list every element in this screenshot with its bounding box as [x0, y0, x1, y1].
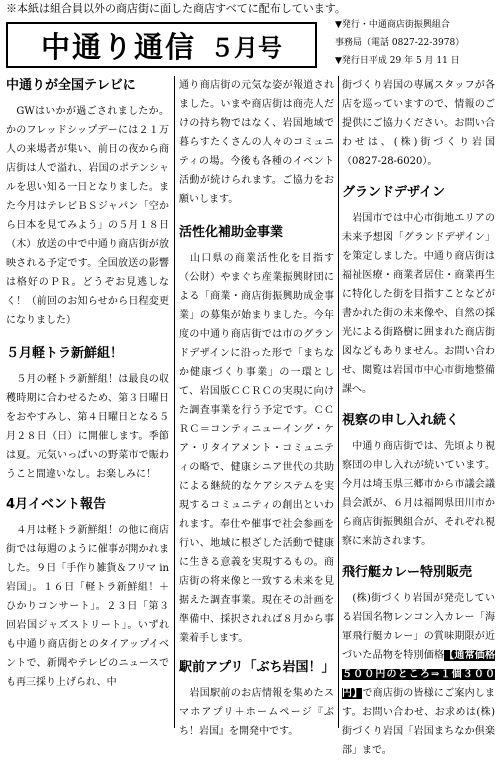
- newsletter-title: 中通り通信: [40, 29, 196, 64]
- issue-label: ５月号: [210, 33, 282, 62]
- article-heading: ５月軽トラ新鮮組！: [6, 346, 124, 361]
- article-heading: グランドデザイン: [342, 185, 446, 200]
- article-body: ５月の軽トラ新鮮組！は最良の収穫時期に合わせるため、第３日曜日をおやすみし、第４日曜日となる５月２８日（日）に開催します。季節は夏。元気いっぱいの野菜市で賑わうこと間違いなし。お楽しみに！: [6, 374, 169, 480]
- publish-date: ▼発行日平成 29 年 5 月 11 日: [335, 56, 460, 66]
- column-divider: [338, 76, 339, 728]
- article-body: ４月は軽トラ新鮮組！の他に商店街では毎週のように催事が開かれました。９日「手作り雑貨＆フリマ in 岩国」。１６日「軽トラ新鮮組！＋ひかりコンサート」。２３日「第３回岩国ジャズストリート」。いずれも中通り商店街とのタイアップイベントで、新聞やテレビのニュースでも再三採り上げられ、中: [6, 525, 169, 688]
- article-heading: 視察の申し入れ続く: [342, 413, 460, 428]
- column-divider: [174, 76, 175, 728]
- article-body: 中通り商店街では、先頃より視察団の申し入れが続いています。今月は埼玉県三郷市から市議会議員会派が、６月は福岡県田川市から商店街振興組合が、それぞれ視察に来訪されます。: [342, 441, 495, 547]
- article-body: 岩国駅前のお店情報を集めたスマホアプリ＋ホームページ『ぶち！岩国』を開発中です。: [179, 688, 334, 737]
- article-heading: 中通りが全国テレビに: [6, 78, 136, 93]
- article-heading: 活性化補助金事業: [179, 225, 284, 240]
- masthead: [6, 22, 317, 68]
- publisher-info: [335, 16, 495, 70]
- article-heading: 駅前アプリ「ぶち岩国！」: [179, 660, 335, 675]
- publisher-contact: 事務局（電話 0827-22-3978）: [335, 38, 465, 48]
- column-1: [6, 78, 169, 692]
- distribution-notice: ※本紙は組合員以外の商店街に面した商店すべてに配布しています。: [6, 2, 346, 15]
- article-text: で商店街の皆様にご案内します。お問い合わせ、お求めは(株)街づくり岩国「岩国まちなか倶楽部」まで。: [342, 688, 496, 756]
- publisher-line: ▼発行・中通商店街振興組合: [335, 20, 450, 30]
- column-3: [342, 76, 495, 760]
- article-body: 山口県の商業活性化を目指す（公財）やまぐち産業振興財団による「商業・商店街振興助成金事業」の募集が始まりました。今年度の中通り商店街では市のグランドデザインに沿った形で「まちなか健康づくり事業」の一環として、岩国版ＣＣＲＣの実現に向けた調査事業を行う予定です。ＣＣＲＣ＝コンティニューイング・ケア・リタイアメント・コミュニティの略で、健康シニア世代の共助による継続的なケアシステムを実現するコミュニティの創出といわれます。奉仕や催事で社会参画を行い、地域に根ざした活動で健康に生きる意義を実現するもの。商店街の将来像と一致する未来を見据えた調査事業。現在その計画を準備中、採択されれば８月から事業着手します。: [179, 253, 334, 644]
- article-text: (株)街づくり岩国が発売している岩国名物レンコン入カレー「海軍飛行艇カレー」の賞味期限が近づいた品物を特別価格: [342, 593, 495, 661]
- article-body: 岩国市では中心市街地エリアの未来予想図「グランドデザイン」を策定しました。中通り商店街は福祉医療・商業者居住・商業再生に特化した街を目指すことなどが書かれた街の未来像や、自然の採光による街路樹に囲まれた商店街図などもありません。お問い合わせ、閲覧は岩国市中心市街地整備課へ。: [342, 213, 495, 395]
- column-2: [179, 76, 334, 741]
- article-heading: 4月イベント報告: [6, 497, 107, 512]
- article-body: [342, 589, 495, 760]
- article-heading: 飛行艇カレー特別販売: [342, 565, 473, 580]
- article-body: GWはいかが過ごされましたか。かのフレッドシップデーには２１万人の来場者が集い、前日の夜から商店街は人で溢れ、岩国のポテンシャルを思い知る一日となりました。また今月はテレビＢＳジャパン「空から日本を見てみよう」の５月１８日（木）放送の中で中通り商店街が放映される予定です。全国放送の影響は格好のＰＲ。どうぞお見逃しなく！（前回のお知らせから日程変更になりました）: [6, 106, 169, 326]
- price-highlight: 【通常価格５００円のところ⇒１個３００円】: [342, 650, 496, 699]
- article-body: 通り商店街の元気な姿が報道されました。いまや商店街は商売人だけの持ち物ではなく、岩国地域で暮らすたくさんの人々のコミュニティの場。今後も各種のイベント活動が続けられます。ご協力をお願いします。: [179, 80, 334, 205]
- article-body: 街づくり岩国の専属スタッフが各店を巡っていますので、情報のご提供にご協力ください。お問い合わせは、(株)街づくり岩国（0827-28-6020）。: [342, 80, 495, 167]
